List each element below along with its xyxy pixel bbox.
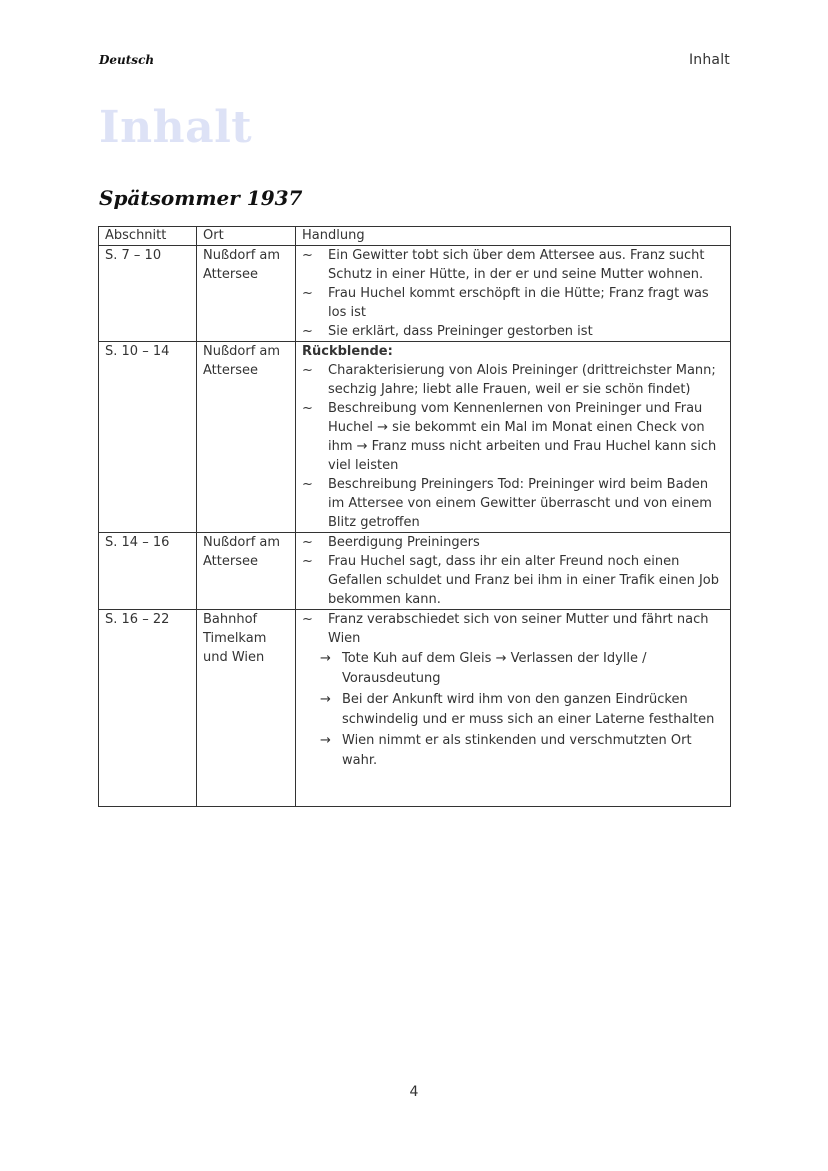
list-item: ~ Beerdigung Preiningers (302, 533, 724, 552)
handlung-list (302, 361, 724, 532)
header-section: Inhalt (688, 52, 730, 68)
cell-handlung (296, 246, 731, 342)
table-row (99, 342, 731, 533)
cell-handlung (296, 533, 731, 610)
cell-ort: Nußdorf am Attersee (197, 533, 296, 610)
handlung-sublist (316, 649, 724, 771)
cell-handlung (296, 342, 731, 533)
sub-list-item: → Bei der Ankunft wird ihm von den ganzen Eindrücken schwindelig und er muss sich an einer Laterne festhalten (316, 690, 724, 730)
column-header-handlung: Handlung (296, 227, 731, 246)
cell-ort: Bahnhof Timelkam und Wien (197, 610, 296, 807)
list-item: ~ Sie erklärt, dass Preininger gestorben ist (302, 322, 724, 341)
table-row (99, 610, 731, 807)
list-item: ~ Beschreibung vom Kennenlernen von Preininger und Frau Huchel → sie bekommt ein Mal im Monat einen Check von ihm → Franz muss nicht arbeiten und Frau Huchel kann sich viel leisten (302, 399, 724, 475)
list-item: ~ Frau Huchel kommt erschöpft in die Hütte; Franz fragt was los ist (302, 284, 724, 322)
page-title: Inhalt (99, 102, 253, 153)
cell-ort: Nußdorf am Attersee (197, 246, 296, 342)
list-item: ~ Frau Huchel sagt, dass ihr ein alter Freund noch einen Gefallen schuldet und Franz bei ihm in einer Trafik einen Job bekommen kann. (302, 552, 724, 609)
table-row (99, 533, 731, 610)
sub-list-item: → Tote Kuh auf dem Gleis → Verlassen der Idylle / Vorausdeutung (316, 649, 724, 689)
list-item: ~ Franz verabschiedet sich von seiner Mutter und fährt nach Wien (302, 610, 724, 648)
list-item: ~ Beschreibung Preiningers Tod: Preininger wird beim Baden im Attersee von einem Gewitter überrascht und von einem Blitz getroffen (302, 475, 724, 532)
column-header-abschnitt: Abschnitt (99, 227, 197, 246)
cell-abschnitt: S. 14 – 16 (99, 533, 197, 610)
column-header-ort: Ort (197, 227, 296, 246)
handlung-list (302, 533, 724, 609)
cell-abschnitt: S. 16 – 22 (99, 610, 197, 807)
section-title: Spätsommer 1937 (99, 186, 303, 210)
list-item: ~ Charakterisierung von Alois Preininger (drittreichster Mann; sechzig Jahre; liebt alle Frauen, weil er sie schön findet) (302, 361, 724, 399)
handlung-list (302, 246, 724, 341)
handlung-list (302, 610, 724, 648)
header-subject: Deutsch (99, 53, 155, 67)
sub-list-item: → Wien nimmt er als stinkenden und verschmutzten Ort wahr. (316, 731, 724, 771)
table-header-row (99, 227, 731, 246)
cell-abschnitt: S. 7 – 10 (99, 246, 197, 342)
cell-abschnitt: S. 10 – 14 (99, 342, 197, 533)
content-table (98, 226, 731, 807)
table-row (99, 246, 731, 342)
rueckblende-heading: Rückblende: (302, 344, 393, 359)
list-item: ~ Ein Gewitter tobt sich über dem Attersee aus. Franz sucht Schutz in einer Hütte, in der er und seine Mutter wohnen. (302, 246, 724, 284)
cell-handlung (296, 610, 731, 807)
page-number: 4 (409, 1084, 419, 1100)
cell-ort: Nußdorf am Attersee (197, 342, 296, 533)
